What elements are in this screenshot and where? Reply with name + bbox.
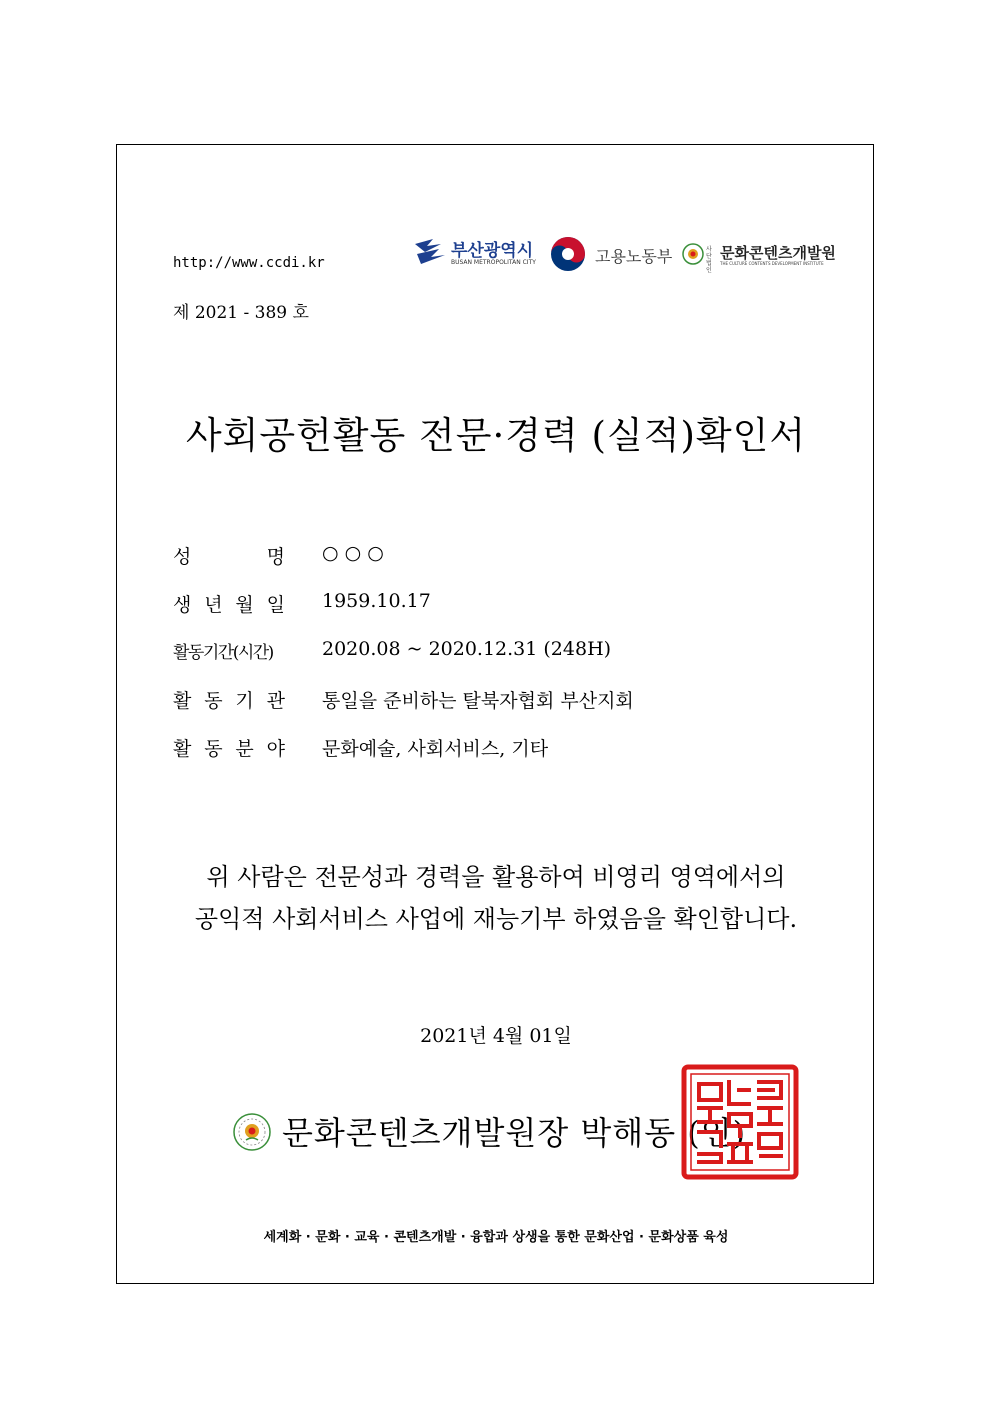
taegeuk-icon xyxy=(548,234,588,274)
field-value-organization: 통일을 준비하는 탈북자협회 부산지회 xyxy=(322,690,634,712)
official-seal-icon xyxy=(681,1064,799,1180)
moel-logo xyxy=(548,234,678,274)
signature-text: 문화콘텐츠개발원장 박해동 (인) xyxy=(282,1114,747,1152)
statement-line-1: 위 사람은 전문성과 경력을 활용하여 비영리 영역에서의 xyxy=(206,863,786,891)
statement-line-2: 공익적 사회서비스 사업에 재능기부 하였음을 확인합니다. xyxy=(194,905,798,933)
moel-logo-text: 고용노동부 xyxy=(595,247,673,266)
ccdi-emblem-seal xyxy=(232,1112,272,1152)
busan-logo xyxy=(413,236,543,272)
field-value-area: 문화예술, 사회서비스, 기타 xyxy=(322,738,549,760)
ccdi-emblem-icon xyxy=(682,243,704,265)
field-value-birthdate: 1959.10.17 xyxy=(322,590,431,612)
document-number: 제 2021 - 389 호 xyxy=(173,303,309,323)
ccdi-logo-subtext: THE CULTURE CONTENTS DEVELOPMENT INSTITUTE xyxy=(720,261,824,266)
field-label-area: 활 동 분 야 xyxy=(173,738,285,760)
ccdi-logo-prefix: 사단법인 xyxy=(706,246,712,274)
ccdi-emblem-icon xyxy=(232,1112,272,1152)
field-label-name: 성 명 xyxy=(173,546,285,568)
field-label-birthdate: 생 년 월 일 xyxy=(173,594,285,616)
document-title: 사회공헌활동 전문·경력 (실적)확인서 xyxy=(185,414,807,457)
ccdi-logo xyxy=(682,240,842,274)
website-url: http://www.ccdi.kr xyxy=(173,255,325,271)
field-label-organization: 활 동 기 관 xyxy=(173,690,285,712)
official-seal-stamp xyxy=(681,1064,799,1180)
ccdi-logo-text: 문화콘텐츠개발원 xyxy=(720,244,836,262)
busan-logo-text: 부산광역시 xyxy=(451,241,534,261)
field-value-period: 2020.08 ~ 2020.12.31 (248H) xyxy=(322,638,612,660)
footer-motto: 세계화 · 문화 · 교육 · 콘텐츠개발 · 융합과 상생을 통한 문화산업 · 문화상품 육성 xyxy=(263,1230,729,1245)
field-value-name: ○ ○ ○ xyxy=(322,542,384,564)
issue-date: 2021년 4월 01일 xyxy=(420,1025,572,1047)
busan-logo-subtext: BUSAN METROPOLITAN CITY xyxy=(451,259,536,266)
field-label-period: 활동기간(시간) xyxy=(173,643,273,663)
